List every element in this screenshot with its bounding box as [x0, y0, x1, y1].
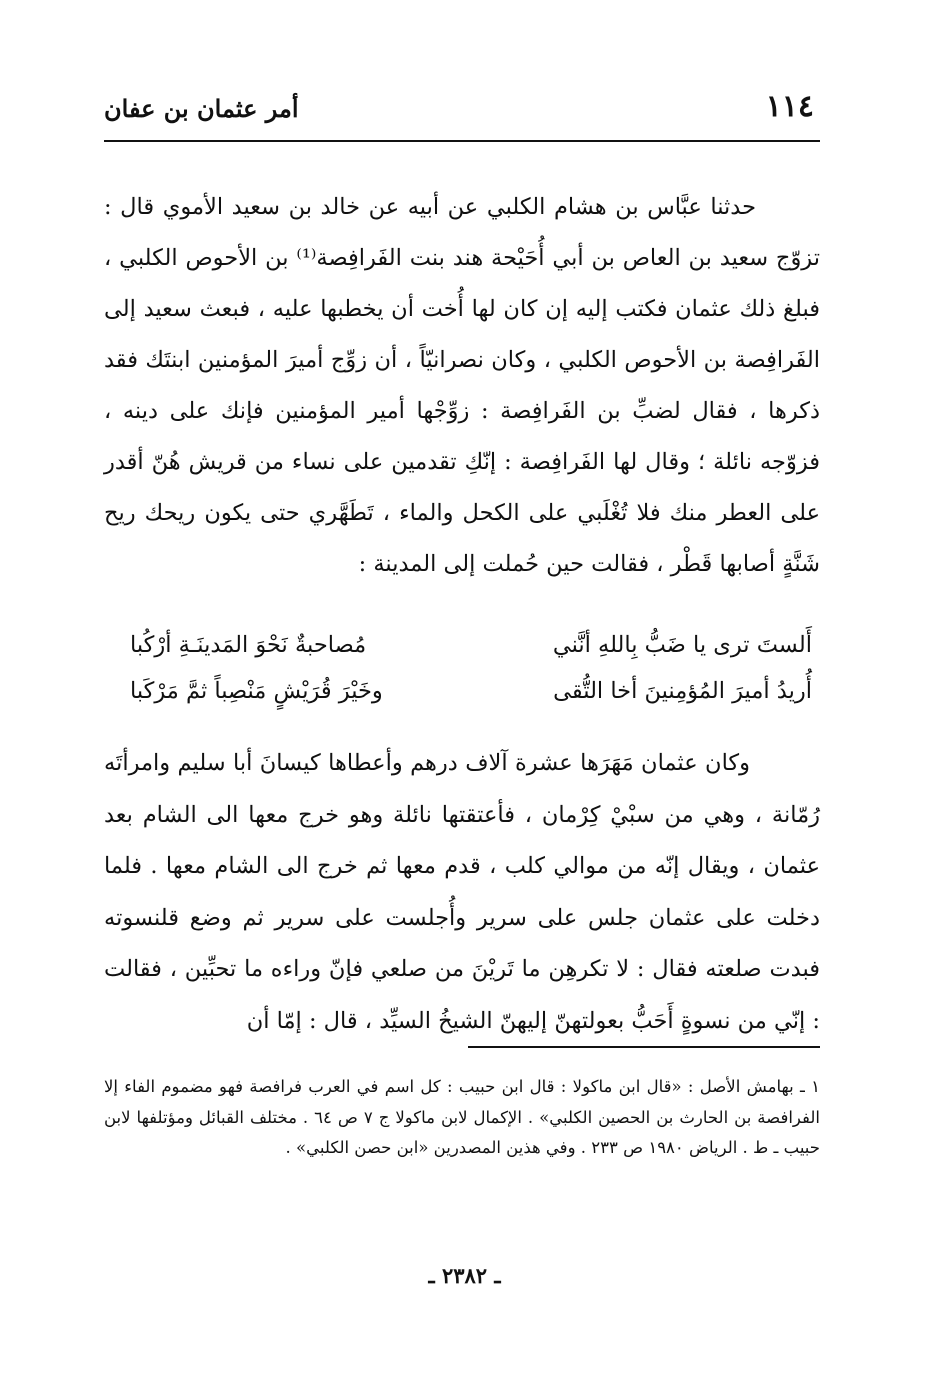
poem-line [104, 622, 820, 668]
header-title: أمر عثمان بن عفان [104, 94, 299, 123]
footnote-separator [468, 1046, 820, 1048]
main-text-block [104, 182, 820, 590]
poem-hemistich-first: أَلستَ ترى يا ضَبُّ بِاللهِ أنَّني [552, 632, 812, 658]
header-rule [104, 140, 820, 142]
poem-hemistich-first: أُريدُ أميرَ المُؤمِنينَ أخا التُّقى [553, 678, 812, 704]
main-text-block-continued [104, 738, 820, 1047]
poem-line [104, 668, 820, 714]
running-header [104, 86, 820, 132]
footnote [104, 1072, 820, 1164]
footnote-text: ١ ـ بهامش الأصل : «قال ابن ماكولا : قال ابن حبيب : كل اسم في العرب فرافصة فهو مضموم الفاء إلا الفرافصة بن الحارث بن الحصين الكلبي» . الإكمال لابن ماكولا ج ٧ ص ٦٤ . مختلف القبائل ومؤتلفها لابن حبيب ـ ط . الرياض ١٩٨٠ ص ٢٣٣ . وفي هذين المصدرين «ابن حصن الكلبي» . [104, 1077, 820, 1157]
paragraph: حدثنا عبَّاس بن هشام الكلبي عن أبيه عن خالد بن سعيد الأموي قال : تزوّج سعيد بن العاص بن أبي أُحَيْحة هند بنت الفَرافِصة⁽¹⁾ بن الأحوص الكلبي ، فبلغ ذلك عثمان فكتب إليه إن كان لها أُخت أن يخطبها عليه ، فبعث سعيد إلى الفَرافِصة بن الأحوص الكلبي ، وكان نصرانيّاً ، أن زوِّج أميرَ المؤمنين ابنتَك فقد ذكرها ، فقال لضبِّ بن الفَرافِصة : زوِّجْها أمير المؤمنين فإنك على دينه ، فزوّجه نائلة ؛ وقال لها الفَرافِصة : إنّكِ تقدمين على نساء من قريش هُنّ أقدر على العطر منك فلا تُغْلَبي على الكحل والماء ، تَطَهَّري حتى يكون ريحك ريح شَنَّةٍ أصابها قَطْر ، فقالت حين حُملت إلى المدينة : [104, 194, 820, 577]
paragraph: وكان عثمان مَهَرَها عشرة آلاف درهم وأعطاها كيسانَ أبا سليم وامرأتَه رُمّانة ، وهي من سبْيْ كِرْمان ، فأعتقتها نائلة وهو خرج معها الى الشام بعد عثمان ، ويقال إنّه من موالي كلب ، قدم معها ثم خرج الى الشام معها . فلما دخلت على عثمان جلس على سرير وأُجلست على سرير ثم وضع قلنسوته فبدت صلعته فقال : لا تكرهِن ما تَريْنَ من صلعي فإنّ وراءه ما تحبِّين ، فقالت : إنّي من نسوةٍ أَحَبُّ بعولتهنّ إليهنّ الشيخُ السيِّد ، قال : إمّا أن [104, 750, 820, 1034]
header-page-number: ١١٤ [765, 89, 814, 124]
poem-hemistich-second: مُصاحبةٌ نَحْوَ المَدينَـةِ أرْكُبا [130, 632, 367, 658]
poem-hemistich-second: وخَيْرَ قُرَيْشٍ مَنْصِباً ثمَّ مَرْكَبا [130, 678, 383, 704]
poem-block [104, 622, 820, 714]
footer-page-marker: ـ ٢٣٨٢ ـ [428, 1263, 501, 1288]
